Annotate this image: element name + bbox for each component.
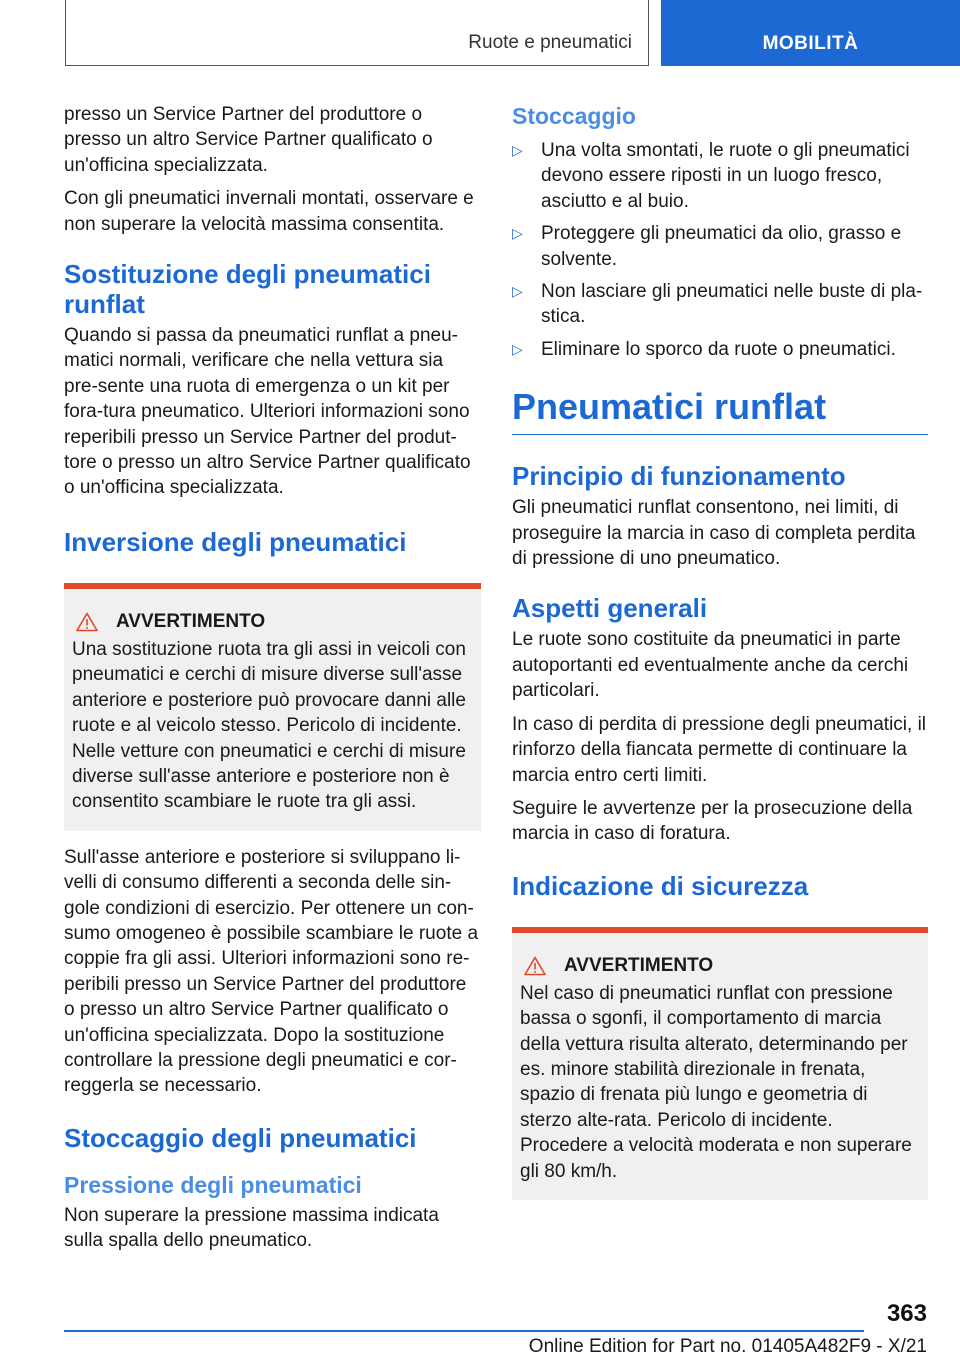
header-chapter-label: MOBILITÀ xyxy=(762,33,859,54)
warning-label: AVVERTIMENTO xyxy=(564,954,714,976)
warning-header xyxy=(520,955,920,977)
header-section-box xyxy=(65,0,649,66)
operating-principle-paragraph: Gli pneumatici runflat consentono, nei limiti, di proseguire la marcia in caso di completa perdita di pressione di uno pneumatico. xyxy=(512,497,916,570)
header-section-title: Ruote e pneumatici xyxy=(468,32,632,53)
runflat-section-title: Pneumatici runflat xyxy=(512,386,928,435)
warning-box-inversion xyxy=(64,583,481,831)
bullet-triangle-icon: ▷ xyxy=(512,225,523,242)
warning-triangle-icon xyxy=(524,956,546,976)
footer-edition: Online Edition for Part no. 01405A482F9 - X/21 xyxy=(528,1336,927,1357)
runflat-replacement-heading: Sostituzione degli pneumatici runflat xyxy=(64,259,431,320)
general-aspects-paragraph-2: In caso di perdita di pressione degli pneumatici, il rinforzo della fiancata permette di continuare la marcia entro certi limiti. xyxy=(512,713,927,786)
page-number: 363 xyxy=(886,1300,927,1327)
storage-bullet-list xyxy=(512,138,928,362)
footer-divider xyxy=(64,1330,864,1332)
tire-inversion-paragraph: Sull'asse anteriore e posteriore si sviluppano li-velli di consumo differenti a seconda delle sin-gole condizioni di esercizio. Per ottenere un con-sumo omogeneo è possibile scambiare le ruote a coppie fra gli assi. Ulteriori informazioni sono re-peribili presso un Service Partner del produttore o presso un altro Service Partner qualificato o un'officina specializzata. Dopo la sostituzione controllare la pressione degli pneumatici e cor-reggerla se necessario. xyxy=(64,846,479,1097)
bullet-triangle-icon: ▷ xyxy=(512,142,523,158)
list-item: ▷ Non lasciare gli pneumatici nelle buste di pla-stica. xyxy=(512,281,923,328)
general-aspects-heading: Aspetti generali xyxy=(512,593,708,624)
warning-box-runflat xyxy=(512,927,928,1200)
tire-pressure-subheading: Pressione degli pneumatici xyxy=(64,1171,362,1198)
right-column xyxy=(512,102,928,1214)
bullet-triangle-icon: ▷ xyxy=(512,283,523,300)
warning-text: Una sostituzione ruota tra gli assi in veicoli con pneumatici e cerchi di misure diverse sull'asse anteriore e posteriore può provocare danni alle ruote e al veicolo stesso. Pericolo di incidente. Nelle vetture con pneumatici e cerchi di misure diverse sull'asse anteriore e posteriore non è consentito scambiare le ruote tra gli assi. xyxy=(72,638,466,813)
tire-pressure-paragraph: Non superare la pressione massima indicata sulla spalla dello pneumatico. xyxy=(64,1204,439,1252)
list-item: ▷ Eliminare lo sporco da ruote o pneumatici. xyxy=(512,337,928,362)
left-column xyxy=(64,102,481,1262)
warning-text: Nel caso di pneumatici runflat con pressione bassa o sgonfi, il comportamento di marcia della vettura risulta alterato, determinando per es. minore stabilità direzionale in frenata, spazio di frenata più lungo e geometria di sterzo alte-rata. Pericolo di incidente. Procedere a velocità moderata e non superare gli 80 km/h. xyxy=(520,982,912,1182)
operating-principle-heading: Principio di funzionamento xyxy=(512,461,846,492)
warning-triangle-icon xyxy=(76,612,98,632)
general-aspects-paragraph-1: Le ruote sono costituite da pneumatici in parte autoportanti ed eventualmente anche da cerchi particolari. xyxy=(512,629,909,702)
intro-paragraph-2: Con gli pneumatici invernali montati, osservare e non superare la velocità massima consentita. xyxy=(64,188,474,235)
tire-inversion-heading: Inversione degli pneumatici xyxy=(64,526,407,557)
safety-note-heading: Indicazione di sicurezza xyxy=(512,870,809,901)
general-aspects-paragraph-3: Seguire le avvertenze per la prosecuzione della marcia in caso di foratura. xyxy=(512,797,913,845)
warning-header xyxy=(72,611,473,633)
list-item: ▷ Una volta smontati, le ruote o gli pneumatici devono essere riposti in un luogo fresco, asciutto e al buio. xyxy=(512,140,910,212)
storage-subheading: Stoccaggio xyxy=(512,103,636,129)
runflat-replacement-paragraph: Quando si passa da pneumatici runflat a pneu-matici normali, verificare che nella vettura sia pre-sente una ruota di emergenza o un kit per fora-tura pneumatico. Ulteriori informazioni sono reperibili presso un Service Partner del produt-tore o presso un altro Service Partner qualificato o un'officina specializzata. xyxy=(64,325,471,499)
warning-label: AVVERTIMENTO xyxy=(116,610,266,632)
bullet-triangle-icon: ▷ xyxy=(512,340,523,357)
intro-paragraph-1: presso un Service Partner del produttore o presso un altro Service Partner qualificato o un'officina specializzata. xyxy=(64,104,433,176)
header-chapter-tab[interactable] xyxy=(661,0,960,66)
tire-storage-heading: Stoccaggio degli pneumatici xyxy=(64,1122,417,1153)
list-item: ▷ Proteggere gli pneumatici da olio, grasso e solvente. xyxy=(512,223,902,270)
